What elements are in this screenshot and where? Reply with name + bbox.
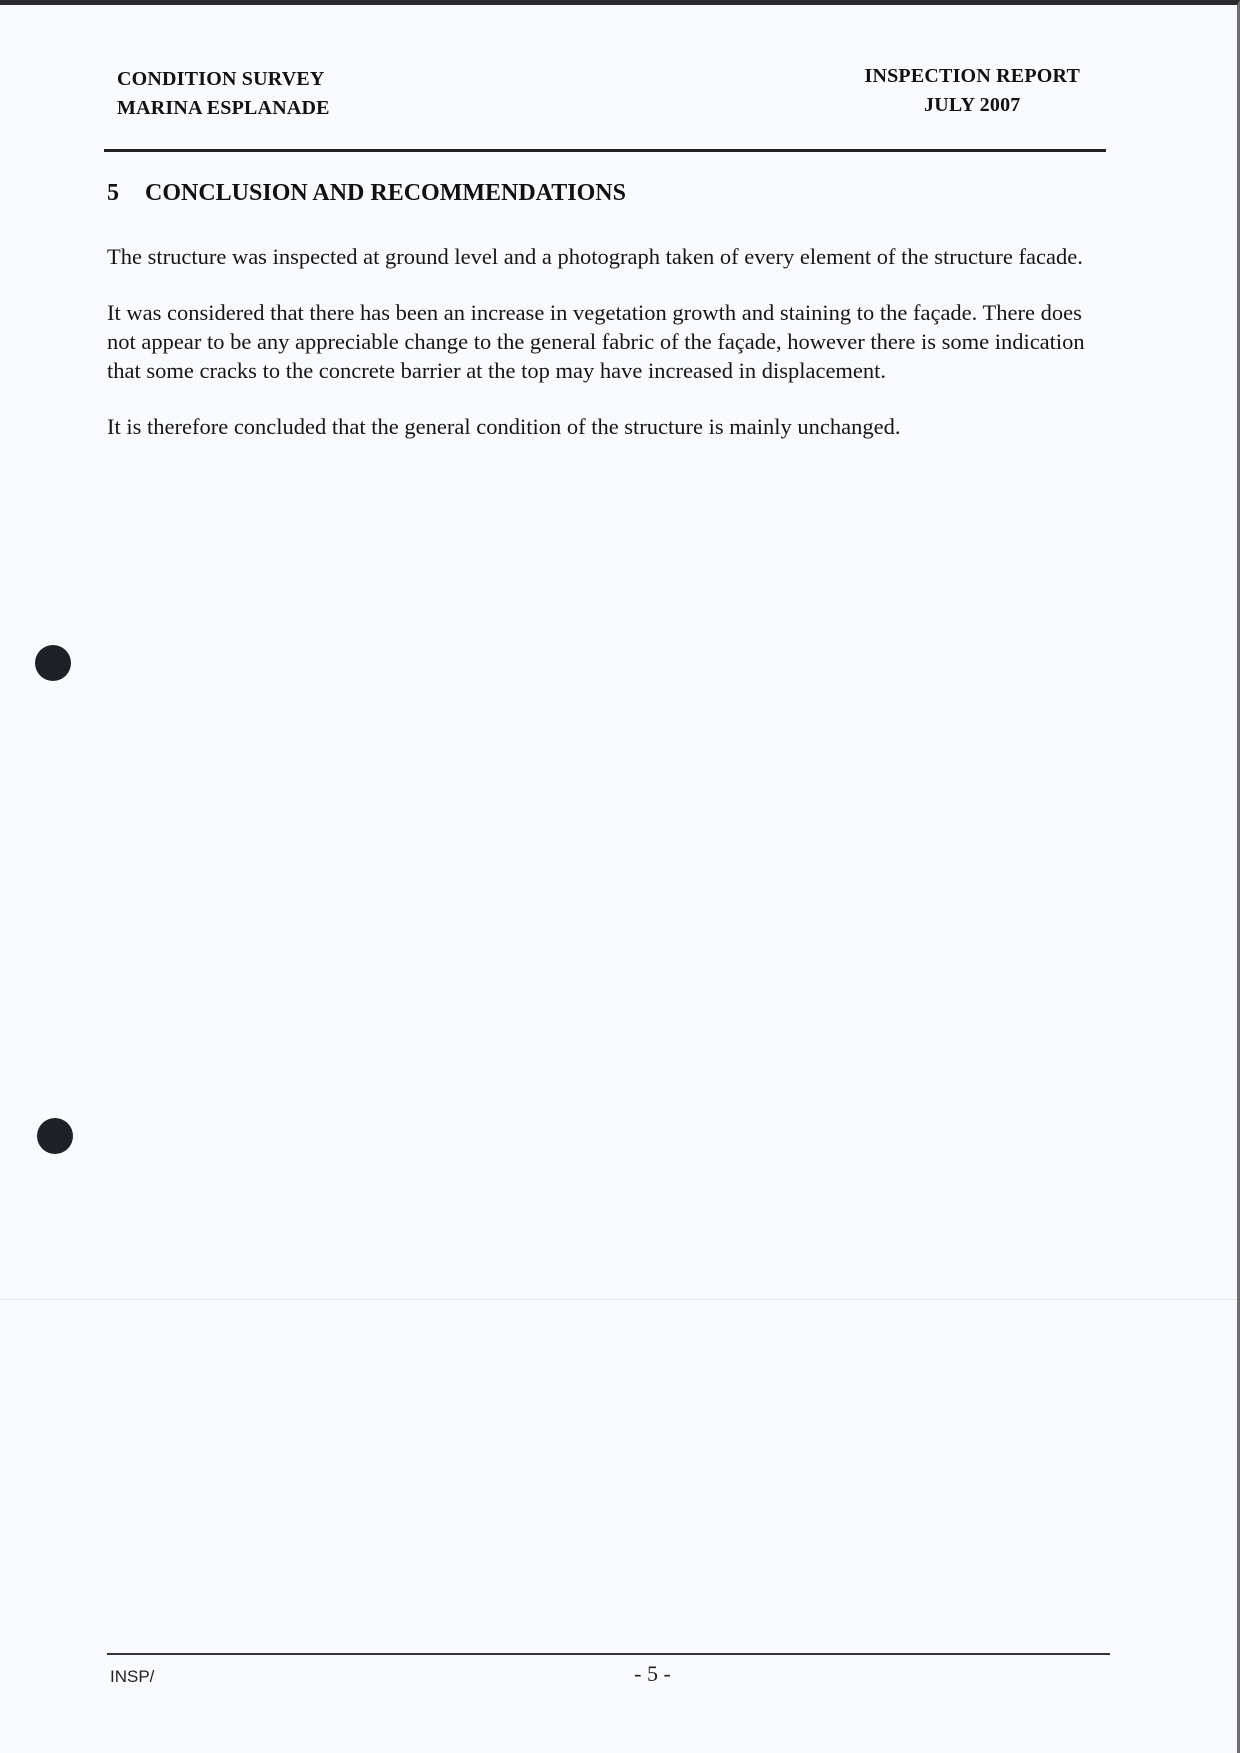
section-title: CONCLUSION AND RECOMMENDATIONS [145,180,626,206]
header-right-block [864,62,1080,120]
footer-divider [107,1653,1110,1655]
punch-hole [35,645,71,681]
site-name: MARINA ESPLANADE [117,97,330,119]
section-heading [107,180,626,207]
body-text [107,242,1097,468]
section-number: 5 [107,180,119,206]
report-date: JULY 2007 [924,94,1021,116]
footer-reference: INSP/ [110,1667,155,1686]
fold-line [0,1299,1240,1300]
punch-hole [37,1118,73,1154]
survey-type: CONDITION SURVEY [117,68,325,90]
paragraph: It is therefore concluded that the general condition of the structure is mainly unchanged. [107,414,901,439]
page-number: - 5 - [634,1661,671,1686]
header-divider [104,149,1106,152]
report-type: INSPECTION REPORT [864,65,1080,87]
header-left-block [117,65,330,123]
paragraph: The structure was inspected at ground level and a photograph taken of every element of the structure facade. [107,244,1083,269]
paragraph: It was considered that there has been an increase in vegetation growth and staining to the façade. There does not appear to be any appreciable change to the general fabric of the façade, however there is some indication that some cracks to the concrete barrier at the top may have increased in displacement. [107,300,1085,383]
